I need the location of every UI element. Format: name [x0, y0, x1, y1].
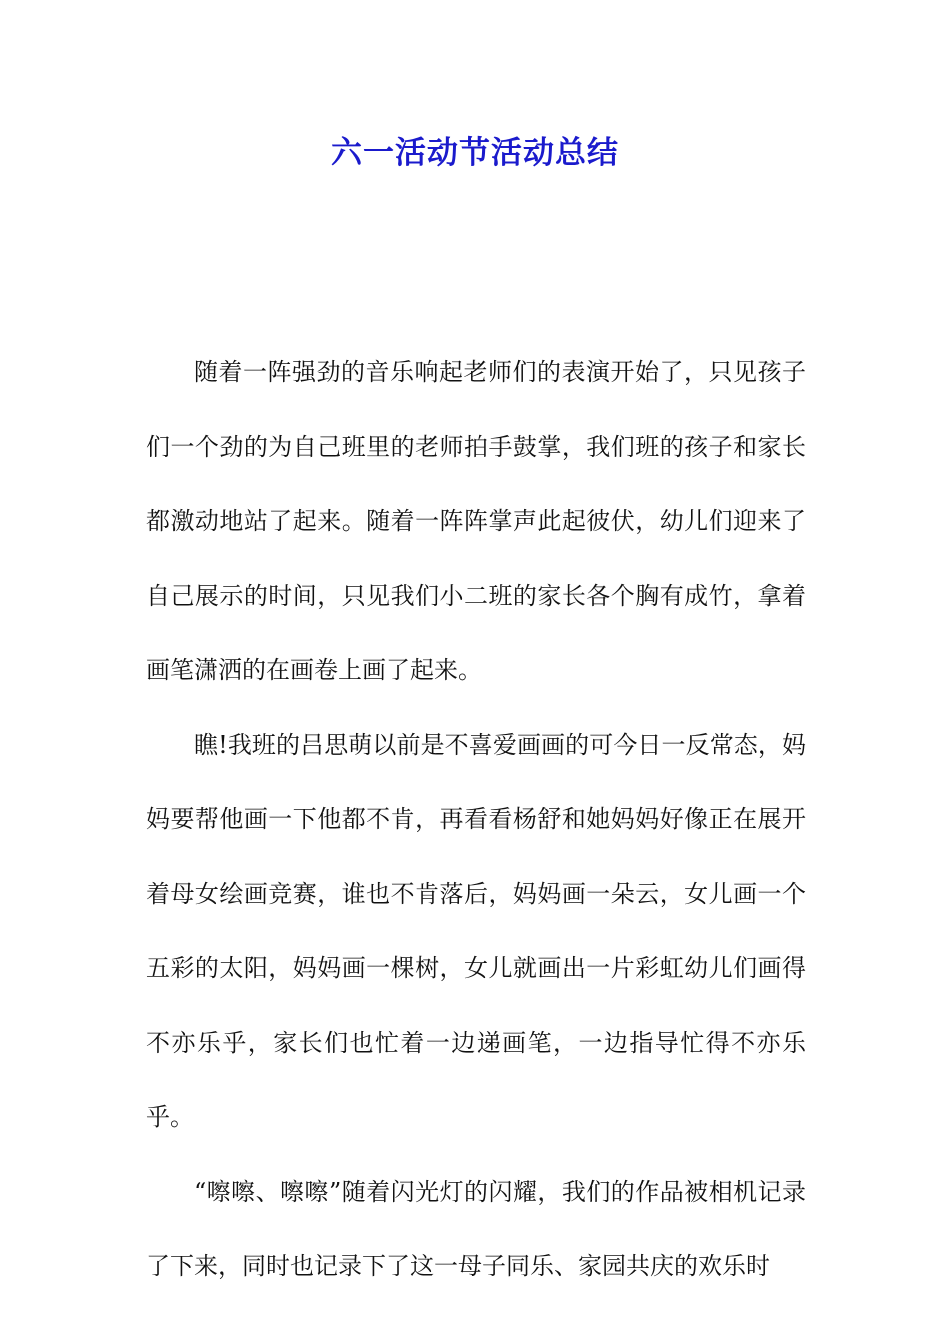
paragraph-1: 随着一阵强劲的音乐响起老师们的表演开始了，只见孩子们一个劲的为自己班里的老师拍手鼓掌，我们班的孩子和家长都激动地站了起来。随着一阵阵掌声此起彼伏，幼儿们迎来了自己展示的时间，只见我们小二班的家长各个胸有成竹，拿着画笔潇洒的在画卷上画了起来。 [146, 358, 806, 684]
document-title: 六一活动节活动总结 [331, 135, 619, 171]
paragraph-2: 瞧!我班的吕思萌以前是不喜爱画画的可今日一反常态，妈妈要帮他画一下他都不肯，再看看杨舒和她妈妈好像正在展开着母女绘画竞赛，谁也不肯落后，妈妈画一朵云，女儿画一个五彩的太阳，妈妈画一棵树，女儿就画出一片彩虹幼儿们画得不亦乐乎，家长们也忙着一边递画笔，一边指导忙得不亦乐乎。 [146, 730, 806, 1131]
paragraph-3: “嚓嚓、嚓嚓”随着闪光灯的闪耀，我们的作品被相机记录了下来，同时也记录下了这一母子同乐、家园共庆的欢乐时 [146, 1177, 806, 1280]
document-body [146, 335, 806, 1304]
